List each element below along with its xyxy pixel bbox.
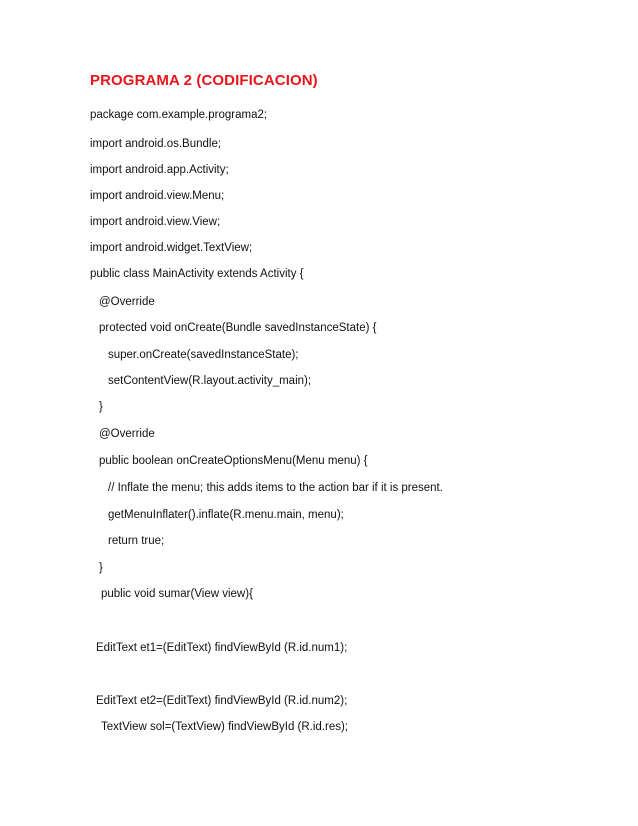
code-line-close-brace-2: } xyxy=(99,562,103,574)
code-line-edittext-et1: EditText et1=(EditText) findViewById (R.id.num1); xyxy=(96,642,348,654)
code-line-class-declaration: public class MainActivity extends Activity { xyxy=(90,268,304,280)
code-line-sumar: public void sumar(View view){ xyxy=(101,588,253,600)
code-line-super-oncreate: super.onCreate(savedInstanceState); xyxy=(108,349,299,361)
code-line-inflate: getMenuInflater().inflate(R.menu.main, menu); xyxy=(108,509,344,521)
document-title: PROGRAMA 2 (CODIFICACION) xyxy=(90,72,318,89)
code-line-import-activity: import android.app.Activity; xyxy=(90,164,229,176)
code-line-edittext-et2: EditText et2=(EditText) findViewById (R.id.num2); xyxy=(96,695,348,707)
code-line-comment: // Inflate the menu; this adds items to the action bar if it is present. xyxy=(108,482,443,494)
code-line-import-bundle: import android.os.Bundle; xyxy=(90,138,222,150)
code-line-oncreateoptionsmenu: public boolean onCreateOptionsMenu(Menu menu) { xyxy=(99,455,368,467)
code-line-import-menu: import android.view.Menu; xyxy=(90,190,225,202)
code-line-oncreate: protected void onCreate(Bundle savedInstanceState) { xyxy=(99,322,377,334)
code-line-return: return true; xyxy=(108,535,165,547)
code-line-override-2: @Override xyxy=(99,428,155,440)
code-line-package: package com.example.programa2; xyxy=(90,109,268,121)
code-line-override-1: @Override xyxy=(99,296,155,308)
code-line-textview-sol: TextView sol=(TextView) findViewById (R.id.res); xyxy=(101,721,349,733)
code-line-close-brace-1: } xyxy=(99,401,103,413)
code-line-import-textview: import android.widget.TextView; xyxy=(90,242,253,254)
code-line-setcontentview: setContentView(R.layout.activity_main); xyxy=(108,375,312,387)
code-line-import-view: import android.view.View; xyxy=(90,216,221,228)
